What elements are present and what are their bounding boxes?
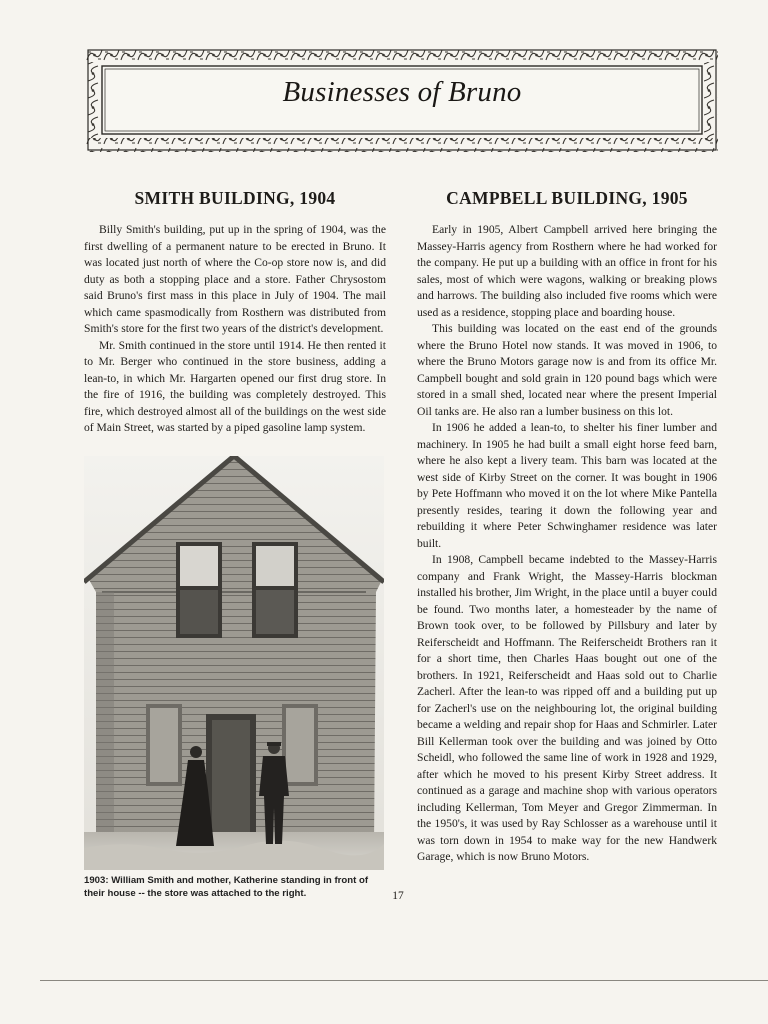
title-banner [86, 48, 718, 154]
paragraph: Billy Smith's building, put up in the spring of 1904, was the first dwelling of a permanent nature to be erected in Bruno. It was located just north of where the Co-op store now is, and did duty as both a stopping place and a store. Father Chrysostom said Bruno's first mass in this place in July of 1904. The mail which came spasmodically from Rosthern was distributed from Smith's store for the first two years of the district's development. [84, 223, 386, 335]
bottom-divider [40, 980, 768, 981]
section-heading: CAMPBELL BUILDING, 1905 [446, 188, 688, 208]
smith-building-section [84, 188, 386, 437]
paragraph: In 1908, Campbell became indebted to the Massey-Harris company and Frank Wright, the Massey-Harris blockman installed his brother, Jim Wright, in the place until a buyer could be found. Two months later, a homesteader by the name of Brown took over, to be followed by Pillsbury and later by Reiferscheidt and Hoffmann. The Reiferscheidt Brothers ran it for a short time, then Charles Haas bought out one of the brothers. In 1921, Reiferscheidt and Haas sold out to Charlie Zacherl. After the lean-to was ripped off and a building put up for Zacherl's use on the neighbouring lot, the original building became a welding and repair shop for Haas and Schmirler. Later Bill Kellerman took over the building and was joined by Otto Scheidl, who followed the same line of work in 1928 and 1929, after which he moved to his present Kirby Street address. It continued as a garage and machine shop with various operators including Kellerman, Tom Meyer and Gregor Zimmerman. In the 1950's, it was used by Ray Schlosser as a warehouse until it was torn down in 1954 to make way for the new Handwerk Garage, which is now Bruno Motors. [417, 553, 717, 863]
paragraph: Early in 1905, Albert Campbell arrived here bringing the Massey-Harris agency from Rosthern where he had worked for the company. He put up a building with an office in front for his sales, most of which were wagons, walking or breaking plows and harrows. The building also included five rooms which were used as a residence, stopping place and boarding house. [417, 223, 717, 319]
page-number: 17 [392, 890, 404, 902]
paragraph: This building was located on the east end of the grounds where the Bruno Hotel now stands. It was moved in 1906, to where the Bruno Motors garage now is and from its office Mr. Campbell bought and sold grain in 120 pound bags which were stored in a small shed, located near where the present Imperial Oil tanks are. He also ran a lumber business on this lot. [417, 322, 717, 418]
paragraph: Mr. Smith continued in the store until 1914. He then rented it to Mr. Berger who continued in the store business, adding a lean-to, in which Mr. Hargarten opened our first drug store. In the fire of 1916, the building was completely destroyed. This fire, which destroyed almost all of the buildings on the west side of Main Street, was started by a piped gasoline lamp system. [84, 338, 386, 434]
paragraph: In 1906 he added a lean-to, to shelter his finer lumber and machinery. In 1905 he had built a small eight horse feed barn, where he also kept a livery team. This barn was located at the west side of Kirby Street on the corner. It was bought in 1906 by Pete Hoffmann who moved it on the lot where Mike Pantella presently resides, tearing it down the following year and rebuilding it where Peter Schwinghamer residence was later built. [417, 421, 717, 550]
house-photo [84, 456, 384, 870]
section-heading: SMITH BUILDING, 1904 [134, 188, 336, 208]
campbell-building-section [417, 188, 717, 866]
photo-caption: 1903: William Smith and mother, Katherine standing in front of their house -- the store was attached to the right. [84, 875, 369, 899]
page-title: Businesses of Bruno [282, 76, 522, 108]
